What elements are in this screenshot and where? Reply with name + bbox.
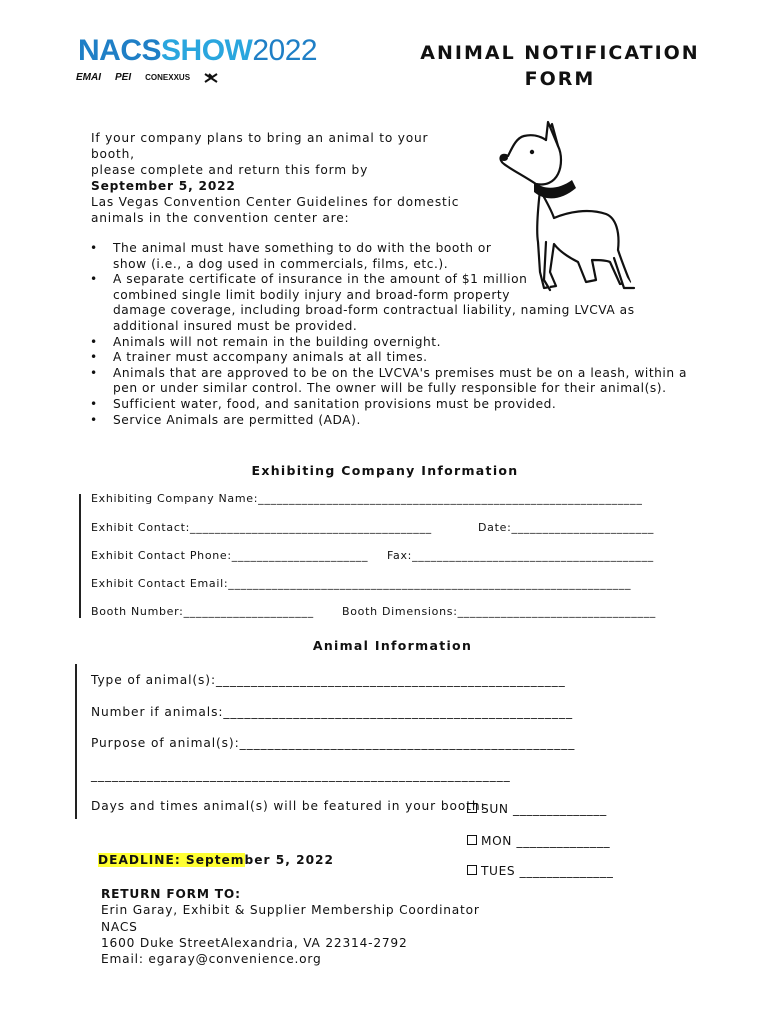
submission-date: September 5, 2022 <box>91 179 236 193</box>
form-title <box>400 40 720 92</box>
return-line: NACS <box>101 919 138 934</box>
return-email[interactable]: Email: egaray@convenience.org <box>101 952 322 967</box>
intro-line: please complete and return this form by <box>91 163 369 177</box>
animal-purpose-field[interactable]: Purpose of animal(s):________________________________________________ <box>91 736 576 750</box>
mon-checkbox[interactable] <box>467 835 477 845</box>
guideline-item: • Sufficient water, food, and sanitation provisions must be provided. <box>88 397 688 413</box>
date-field[interactable]: Date:_______________________ <box>478 521 655 534</box>
sponsor-emai: EMAI <box>76 72 101 83</box>
booth-dimensions-field[interactable]: Booth Dimensions:________________________________ <box>342 605 656 618</box>
sponsor-conexxus: CONEXXUS <box>145 73 191 82</box>
day-sun[interactable] <box>467 802 607 816</box>
animal-type-field[interactable]: Type of animal(s):__________________________________________________ <box>91 673 566 687</box>
intro-line: If your company plans to bring an animal to your booth, <box>91 131 429 161</box>
guideline-item: • A trainer must accompany animals at all times. <box>88 350 688 366</box>
contact-email-field[interactable]: Exhibit Contact Email:_________________________________________________________________ <box>91 577 632 590</box>
animal-section-title: Animal Information <box>312 638 473 653</box>
days-label: Days and times animal(s) will be featured in your booth: <box>91 799 486 813</box>
guideline-item: • Animals that are approved to be on the LVCVA's premises must be on a leash, within a pen or under similar control. The owner will be fully responsible for their animal(s). <box>88 366 688 397</box>
nacs-show-logo <box>78 34 317 68</box>
exhibitor-section-title: Exhibiting Company Information <box>251 463 519 478</box>
logo-nacs: NACS <box>78 34 162 67</box>
sponsor-logos <box>76 72 218 83</box>
guidelines-intro <box>91 194 491 226</box>
dog-illustration-icon <box>488 112 638 302</box>
guideline-item: • Animals will not remain in the building overnight. <box>88 335 688 351</box>
day-tues[interactable] <box>467 864 613 878</box>
day-tues-label: TUES ______________ <box>481 864 614 878</box>
form-title-line1: ANIMAL NOTIFICATION <box>420 42 700 64</box>
conexxus-mark-icon <box>204 73 218 83</box>
deadline-rest: ber 5, 2022 <box>244 853 335 867</box>
exhibit-contact-field[interactable]: Exhibit Contact:_______________________________________ <box>91 521 432 534</box>
contact-phone-field[interactable]: Exhibit Contact Phone:______________________ <box>91 549 369 562</box>
guideline-item: • A separate certificate of insurance in the amount of $1 million combined single limit bodily injury and broad-form property damage coverage, including broad-form contractual liability, naming LVCVA as additional insured must be provided. <box>88 272 688 334</box>
logo-year: 2022 <box>252 34 318 67</box>
logo-show: SHOW <box>161 34 253 67</box>
animal-purpose-line2[interactable]: ____________________________________________________________ <box>91 768 511 782</box>
fax-field[interactable]: Fax:_______________________________________ <box>387 549 654 562</box>
return-line: Erin Garay, Exhibit & Supplier Membership Coordinator <box>101 903 480 918</box>
deadline-highlight: DEADLINE: Septem <box>98 853 245 867</box>
day-sun-label: SUN ______________ <box>481 802 607 816</box>
day-mon-label: MON ______________ <box>481 834 611 848</box>
guideline-item: • Service Animals are permitted (ADA). <box>88 413 688 429</box>
animal-number-field[interactable]: Number if animals:__________________________________________________ <box>91 705 574 719</box>
deadline <box>98 853 334 867</box>
section-bar <box>75 664 77 819</box>
company-name-field[interactable]: Exhibiting Company Name:______________________________________________________________ <box>91 492 643 505</box>
sponsor-pei: PEI <box>115 72 132 83</box>
sun-checkbox[interactable] <box>467 803 477 813</box>
booth-number-field[interactable]: Booth Number:_____________________ <box>91 605 314 618</box>
intro-text <box>91 130 471 194</box>
section-bar <box>79 494 81 618</box>
tues-checkbox[interactable] <box>467 865 477 875</box>
guide-line: animals in the convention center are: <box>91 211 350 225</box>
guideline-item: • The animal must have something to do with the booth or show (i.e., a dog used in commercials, films, etc.). <box>88 241 688 272</box>
return-line: 1600 Duke StreetAlexandria, VA 22314-2792 <box>101 935 408 950</box>
return-address <box>101 886 480 967</box>
day-mon[interactable] <box>467 834 610 848</box>
form-title-line2: FORM <box>524 68 596 90</box>
guide-line: Las Vegas Convention Center Guidelines for domestic <box>91 195 460 209</box>
return-label: RETURN FORM TO: <box>101 887 241 901</box>
